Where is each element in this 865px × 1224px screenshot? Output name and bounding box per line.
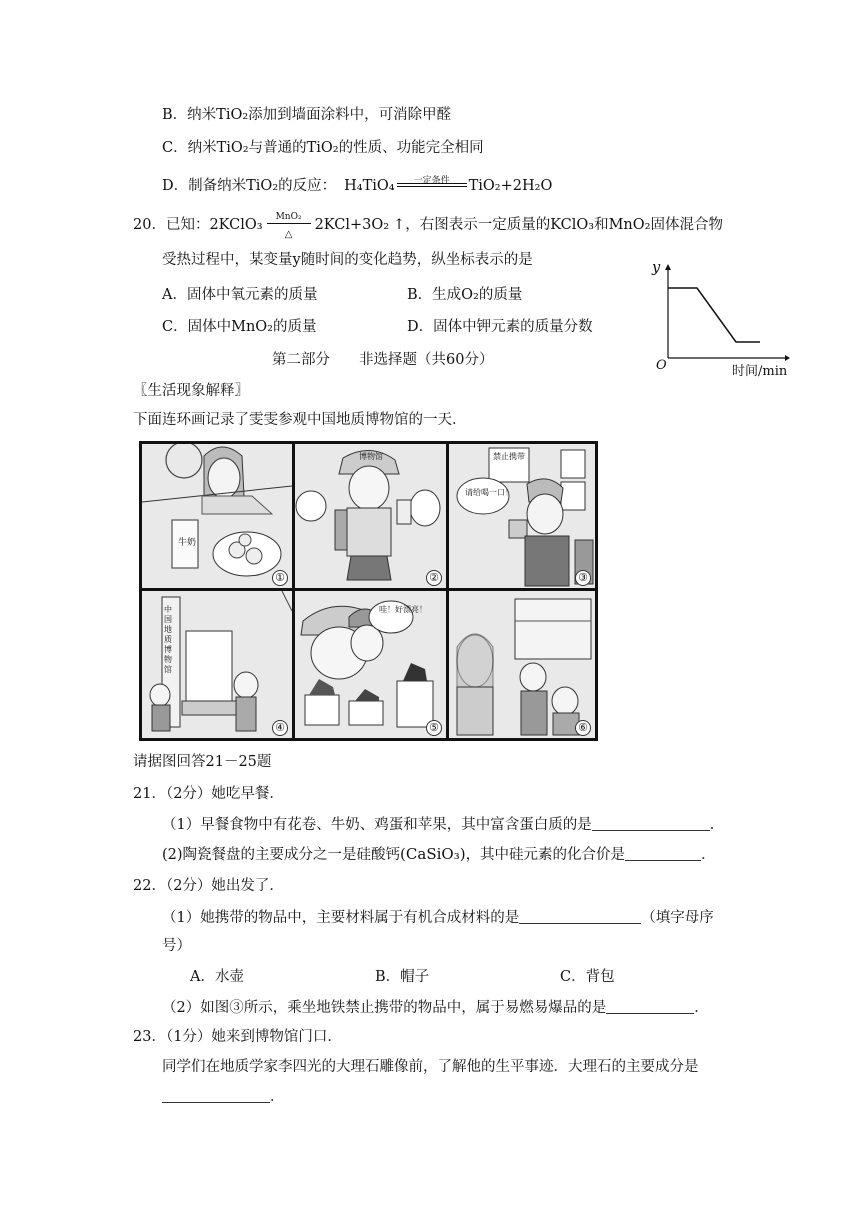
- q19-option-d: [162, 174, 552, 196]
- q21-part2-text: (2)陶瓷餐盘的主要成分之一是硅酸钙: [162, 847, 401, 863]
- q21-title: 21．（2分）她吃早餐．: [133, 786, 284, 802]
- q21-part2-suffix: ，其中硅元素的化合价是: [465, 847, 626, 863]
- q20-option-b: B．生成O₂的质量: [407, 287, 523, 303]
- comic-panel-5: [295, 591, 446, 738]
- q20-heat: △: [284, 229, 293, 240]
- panel-number-5: ⑤: [426, 720, 442, 736]
- panel-number-6: ⑥: [575, 720, 591, 736]
- q19-condition: 一定条件: [413, 176, 450, 186]
- q21-formula: (CaSiO₃): [400, 845, 466, 863]
- panel-number-4: ④: [272, 720, 288, 736]
- x-axis-arrow: [785, 355, 790, 361]
- q20-stem-prefix: 20．已知：: [133, 217, 210, 233]
- comic-panel-4: [142, 591, 292, 738]
- q21-part1-text: （1）早餐食物中有花卷、牛奶、鸡蛋和苹果，其中富含蛋白质的是: [162, 817, 592, 833]
- museum-sign: 中国地质博物馆: [164, 605, 172, 674]
- q23-part1: 同学们在地质学家李四光的大理石雕像前，了解他的生平事迹．大理石的主要成分是: [162, 1059, 699, 1075]
- data-curve: [668, 288, 760, 342]
- comic-strip: [139, 441, 598, 741]
- q23-answer-line: ．: [162, 1087, 285, 1107]
- q19-products: TiO₂+2H₂O: [468, 178, 553, 194]
- speech-bubble-3: 请给喝一口！: [465, 488, 513, 497]
- q20-option-a: A．固体中氧元素的质量: [162, 287, 318, 303]
- q22-part1-text: （1）她携带的物品中，主要材料属于有机合成材料的是: [162, 910, 520, 926]
- cap-text: 博物馆: [359, 452, 383, 461]
- milk-label: 牛奶: [178, 538, 197, 548]
- graph-y-label: y: [652, 260, 661, 276]
- equilibrium-arrow: [397, 174, 467, 194]
- q22-title: 22．（2分）她出发了．: [133, 878, 284, 894]
- q23-title: 23．（1分）她来到博物馆门口．: [133, 1029, 342, 1045]
- q20-catalyst: MnO₂: [275, 212, 302, 222]
- q21-answer-blank-2[interactable]: [625, 846, 701, 861]
- q22-answer-blank-1[interactable]: [519, 909, 641, 924]
- q20-option-c: C．固体中MnO₂的质量: [162, 319, 317, 335]
- panel-number-1: ①: [272, 570, 288, 586]
- q20-reactant: 2KClO₃: [209, 217, 263, 233]
- q21-answer-blank-1[interactable]: [592, 816, 710, 831]
- part2-heading: 第二部分 非选择题（共60分）: [272, 352, 494, 368]
- speech-bubble-5: 哇！好漂亮！: [379, 605, 427, 614]
- q20-option-d: D．固体中钾元素的质量分数: [407, 319, 593, 335]
- graph-x-label: 时间/min: [732, 364, 788, 379]
- q22-part1-suffix: （填字母序: [641, 910, 714, 926]
- comic-intro: 下面连环画记录了雯雯参观中国地质博物馆的一天．: [133, 412, 467, 428]
- q22-option-c: C．背包: [560, 969, 615, 985]
- comic-panel-1: [142, 444, 292, 588]
- panel-number-2: ②: [426, 570, 442, 586]
- q23-answer-blank[interactable]: [162, 1088, 270, 1103]
- comic-panel-6: [449, 591, 595, 738]
- q22-option-b: B．帽子: [375, 969, 430, 985]
- section-heading: 〖生活现象解释〗: [133, 383, 249, 399]
- q22-answer-blank-2[interactable]: [606, 999, 694, 1014]
- reaction-arrow: [267, 212, 311, 240]
- q19-option-c: C．纳米TiO₂与普通的TiO₂的性质、功能完全相同: [162, 140, 484, 156]
- q22-part2-text: （2）如图③所示，乘坐地铁禁止携带的物品中，属于易燃易爆品的是: [162, 1000, 607, 1016]
- q22-option-a: A．水壶: [190, 969, 244, 985]
- q22-part2: （2）如图③所示，乘坐地铁禁止携带的物品中，属于易燃易爆品的是 ．: [162, 1000, 709, 1016]
- q20-graph: [650, 258, 790, 382]
- q20-stem-line2: 受热过程中，某变量y随时间的变化趋势，纵坐标表示的是: [162, 252, 533, 268]
- q21-part1: （1）早餐食物中有花卷、牛奶、鸡蛋和苹果，其中富含蛋白质的是 ．: [162, 817, 725, 833]
- no-carry-sign: 禁止携带: [493, 452, 525, 461]
- panel-number-3: ③: [575, 570, 591, 586]
- comic-panel-2: [295, 444, 446, 588]
- comic-panel-3: [449, 444, 595, 588]
- graph-origin-label: O: [656, 358, 667, 373]
- q19-option-d-prefix: D．制备纳米TiO₂的反应：: [162, 178, 337, 194]
- answer-intro: 请据图回答21－25题: [133, 754, 272, 770]
- q19-option-b: B．纳米TiO₂添加到墙面涂料中，可消除甲醛: [162, 107, 452, 123]
- q20-stem: [133, 212, 723, 240]
- q22-part1: [162, 908, 714, 928]
- y-axis-arrow: [665, 264, 671, 270]
- q20-stem-suffix: ↑，右图表示一定质量的KClO₃和MnO₂固体混合物: [393, 217, 723, 233]
- q21-part2: (2)陶瓷餐盘的主要成分之一是硅酸钙(CaSiO₃)，其中硅元素的化合价是 ．: [162, 845, 716, 863]
- q20-product: 2KCl+3O₂: [314, 217, 390, 233]
- q19-reactant: H₄TiO₄: [344, 178, 395, 194]
- q22-part1-cont: 号）: [162, 938, 191, 954]
